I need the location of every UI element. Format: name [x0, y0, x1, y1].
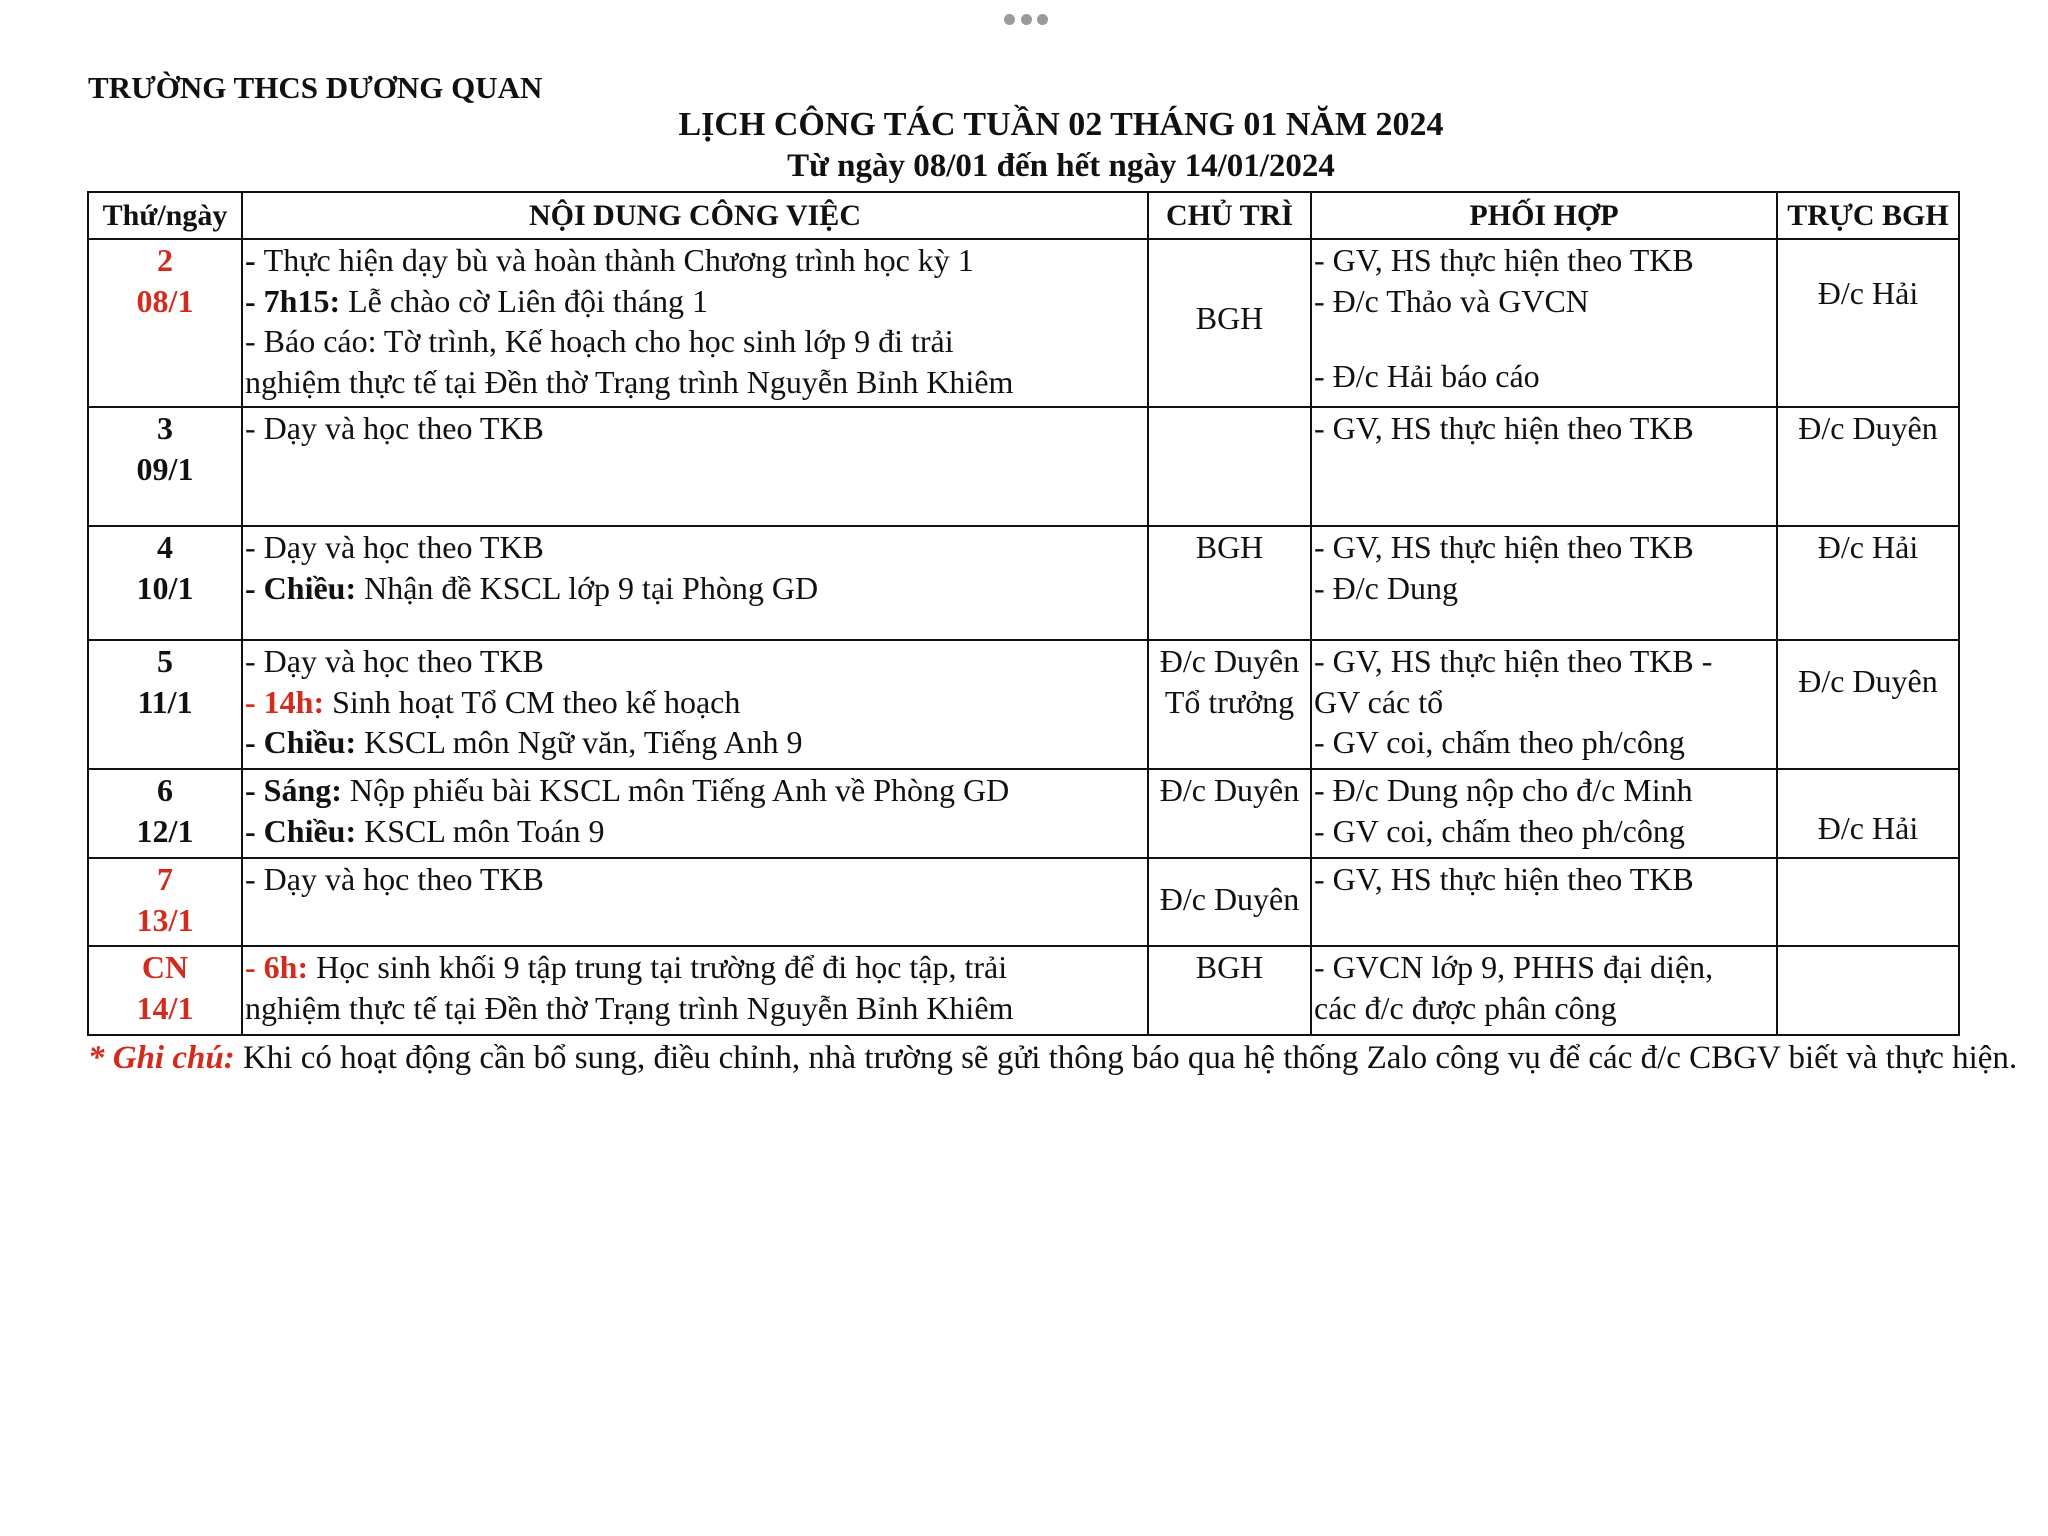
- content-text: nghiệm thực tế tại Đền thờ Trạng trình Nguyễn Bỉnh Khiêm: [245, 989, 1014, 1026]
- content-text: Nộp phiếu bài KSCL môn Tiếng Anh về Phòng GD: [341, 772, 1010, 808]
- chair-cell: [1148, 946, 1311, 1035]
- duty-text: Đ/c Hải: [1817, 810, 1919, 846]
- coordination-cell: [1311, 640, 1777, 769]
- content-label: - 14h:: [245, 683, 325, 720]
- coordination-text: - GV, HS thực hiện theo TKB: [1314, 529, 1694, 565]
- content-prefix: -: [245, 242, 264, 278]
- content-text: - Dạy và học theo TKB: [245, 529, 544, 565]
- table-row: [88, 239, 1959, 407]
- content-text: nghiệm thực tế tại Đền thờ Trạng trình Nguyễn Bỉnh Khiêm: [245, 363, 1014, 400]
- duty-text: Đ/c Duyên: [1798, 663, 1938, 699]
- chair-cell: [1148, 407, 1311, 526]
- day-date: 11/1: [137, 683, 193, 720]
- content-label: - 6h:: [245, 949, 309, 985]
- content-text: Thực hiện dạy bù và hoàn thành Chương trình học kỳ 1: [263, 242, 974, 278]
- content-text: Sinh hoạt Tổ CM theo kế hoạch: [324, 683, 741, 720]
- day-date: 10/1: [136, 569, 194, 606]
- coordination-text: - Đ/c Hải báo cáo: [1314, 358, 1540, 394]
- column-header-duty: TRỰC BGH: [1777, 192, 1959, 239]
- table-row: [88, 946, 1959, 1035]
- duty-cell: [1777, 858, 1959, 946]
- day-cell: [88, 407, 242, 526]
- chair-text: Đ/c Duyên: [1159, 643, 1300, 679]
- content-text: - Dạy và học theo TKB: [245, 861, 544, 897]
- day-date: 12/1: [136, 812, 194, 849]
- table-row: [88, 640, 1959, 769]
- table-row: [88, 769, 1959, 858]
- coordination-text: các đ/c được phân công: [1314, 989, 1617, 1026]
- coordination-text: - Đ/c Thảo và GVCN: [1314, 282, 1589, 319]
- content-text: - Dạy và học theo TKB: [245, 643, 544, 679]
- content-text: KSCL môn Toán 9: [356, 812, 605, 849]
- day-number: 7: [157, 861, 173, 897]
- content-label: - Chiều:: [245, 812, 357, 849]
- coordination-text: - GV, HS thực hiện theo TKB -: [1314, 643, 1713, 679]
- coordination-text: - Đ/c Dung: [1314, 569, 1458, 606]
- day-number: 2: [157, 242, 173, 278]
- coordination-cell: [1311, 407, 1777, 526]
- coordination-cell: [1311, 769, 1777, 858]
- chair-text: BGH: [1195, 300, 1264, 336]
- duty-cell: [1777, 407, 1959, 526]
- coordination-cell: [1311, 946, 1777, 1035]
- coordination-text: - GVCN lớp 9, PHHS đại diện,: [1314, 949, 1714, 985]
- date-range: Từ ngày 08/01 đến hết ngày 14/01/2024: [787, 148, 1335, 184]
- duty-text: Đ/c Duyên: [1798, 410, 1938, 446]
- table-row: [88, 858, 1959, 946]
- content-text: - Báo cáo: Tờ trình, Kế hoạch cho học sinh lớp 9 đi trải: [245, 323, 954, 359]
- column-header-coordination: PHỐI HỢP: [1311, 192, 1777, 239]
- column-header-chair: CHỦ TRÌ: [1148, 192, 1311, 239]
- day-cell: [88, 640, 242, 769]
- day-cell: [88, 769, 242, 858]
- content-text: Nhận đề KSCL lớp 9 tại Phòng GD: [356, 569, 819, 606]
- chair-cell: [1148, 239, 1311, 407]
- day-number: 5: [157, 643, 173, 679]
- content-cell: [242, 640, 1148, 769]
- column-header-day: Thứ/ngày: [88, 192, 242, 239]
- table-header-row: [88, 192, 1959, 239]
- chair-text: BGH: [1195, 529, 1264, 565]
- day-date: 09/1: [136, 450, 194, 487]
- chair-text: Đ/c Duyên: [1159, 772, 1300, 808]
- day-date: 08/1: [136, 282, 194, 319]
- day-date: 14/1: [136, 989, 194, 1026]
- table-row: [88, 407, 1959, 526]
- coordination-text: - GV, HS thực hiện theo TKB: [1314, 861, 1694, 897]
- chair-text: BGH: [1195, 949, 1264, 985]
- coordination-text: - Đ/c Dung nộp cho đ/c Minh: [1314, 772, 1693, 808]
- coordination-cell: [1311, 858, 1777, 946]
- table-row: [88, 526, 1959, 640]
- content-text: - Dạy và học theo TKB: [245, 410, 544, 446]
- chair-cell: [1148, 858, 1311, 946]
- content-cell: [242, 407, 1148, 526]
- content-label: - Chiều:: [245, 724, 357, 760]
- coordination-text: GV các tổ: [1314, 683, 1444, 720]
- day-date: 13/1: [136, 901, 194, 938]
- day-number: 3: [157, 410, 173, 446]
- chair-cell: [1148, 526, 1311, 640]
- footnote: [88, 1037, 2023, 1079]
- content-cell: [242, 858, 1148, 946]
- content-label: - Sáng:: [245, 772, 342, 808]
- coordination-text: - GV, HS thực hiện theo TKB: [1314, 242, 1694, 278]
- duty-text: Đ/c Hải: [1817, 529, 1919, 565]
- schedule-table: [87, 191, 1960, 1036]
- footnote-label: * Ghi chú:: [88, 1040, 235, 1076]
- more-options-icon[interactable]: [1004, 12, 1048, 26]
- duty-cell: [1777, 640, 1959, 769]
- day-number: 6: [157, 772, 173, 808]
- page-title: LỊCH CÔNG TÁC TUẦN 02 THÁNG 01 NĂM 2024: [678, 106, 1444, 143]
- day-cell: [88, 858, 242, 946]
- content-cell: [242, 239, 1148, 407]
- duty-text: Đ/c Hải: [1817, 275, 1919, 311]
- day-cell: [88, 526, 242, 640]
- coordination-text: - GV coi, chấm theo ph/công: [1314, 724, 1685, 760]
- content-text: Lễ chào cờ Liên đội tháng 1: [340, 282, 709, 319]
- content-label: - Chiều:: [245, 569, 357, 606]
- column-header-content: NỘI DUNG CÔNG VIỆC: [242, 192, 1148, 239]
- duty-cell: [1777, 769, 1959, 858]
- duty-cell: [1777, 239, 1959, 407]
- duty-cell: [1777, 526, 1959, 640]
- footnote-text: Khi có hoạt động cần bổ sung, điều chỉnh, nhà trường sẽ gửi thông báo qua hệ thống Zalo công vụ để các đ/c CBGV biết và thực hiện.: [234, 1040, 2018, 1076]
- day-number: 4: [157, 529, 173, 565]
- chair-text: Đ/c Duyên: [1159, 881, 1300, 917]
- duty-cell: [1777, 946, 1959, 1035]
- content-prefix: -: [245, 282, 264, 319]
- coordination-text: - GV, HS thực hiện theo TKB: [1314, 410, 1694, 446]
- content-label: 7h15:: [263, 282, 341, 319]
- day-cell: [88, 239, 242, 407]
- day-cell: [88, 946, 242, 1035]
- content-text: Học sinh khối 9 tập trung tại trường để đi học tập, trải: [308, 949, 1008, 985]
- chair-cell: [1148, 640, 1311, 769]
- school-name: TRƯỜNG THCS DƯƠNG QUAN: [88, 70, 543, 105]
- coordination-cell: [1311, 239, 1777, 407]
- content-cell: [242, 526, 1148, 640]
- chair-cell: [1148, 769, 1311, 858]
- content-text: KSCL môn Ngữ văn, Tiếng Anh 9: [356, 724, 803, 760]
- content-cell: [242, 769, 1148, 858]
- day-number: CN: [141, 949, 189, 985]
- coordination-text: - GV coi, chấm theo ph/công: [1314, 812, 1685, 849]
- content-cell: [242, 946, 1148, 1035]
- chair-text: Tổ trưởng: [1164, 683, 1295, 720]
- coordination-cell: [1311, 526, 1777, 640]
